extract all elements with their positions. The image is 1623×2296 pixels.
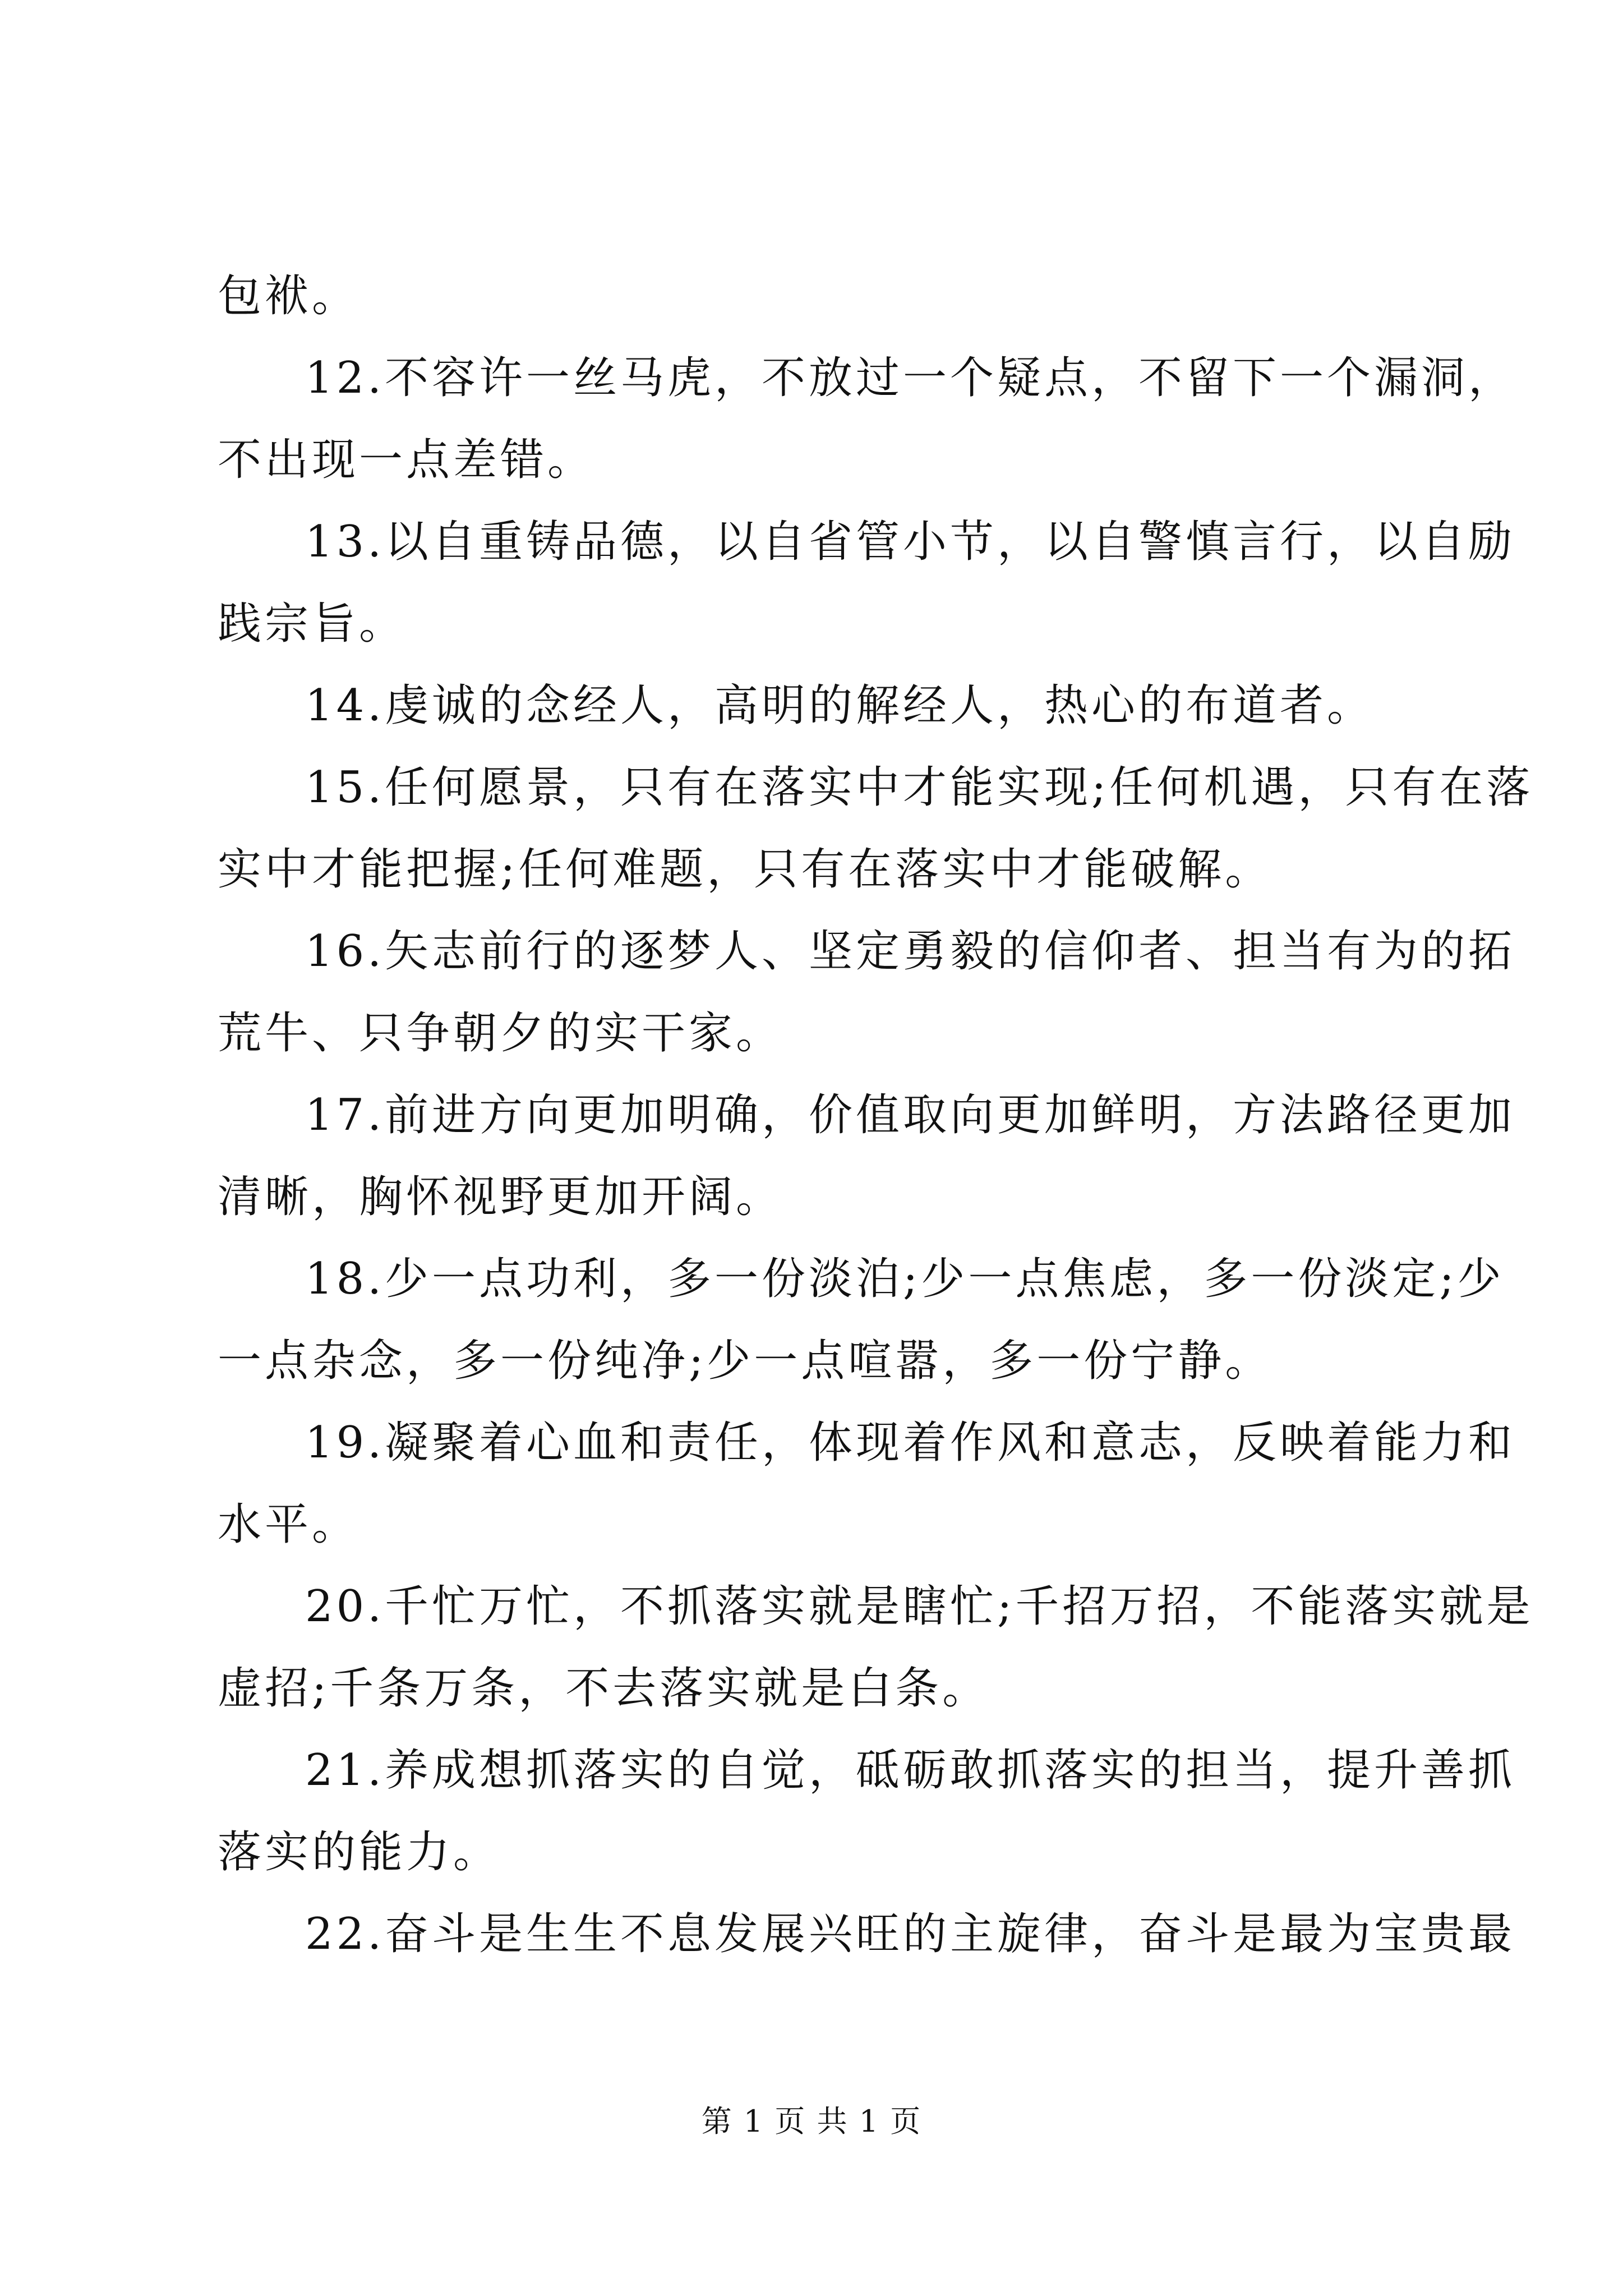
text-line: 13.以自重铸品德，以自省管小节，以自警慎言行，以自励 [305, 517, 1516, 567]
text-line: 实中才能把握;任何难题，只有在落实中才能破解。 [218, 844, 1272, 895]
text-line: 21.养成想抓落实的自觉，砥砺敢抓落实的担当，提升善抓 [305, 1745, 1516, 1796]
text-line: 不出现一点差错。 [218, 435, 595, 485]
text-line: 15.任何愿景，只有在落实中才能实现;任何机遇，只有在落 [305, 762, 1534, 813]
text-line: 14.虔诚的念经人，高明的解经人，热心的布道者。 [305, 680, 1375, 731]
text-line: 清晰，胸怀视野更加开阔。 [218, 1172, 783, 1222]
text-line: 包袱。 [218, 271, 359, 321]
text-line: 12.不容许一丝马虎，不放过一个疑点，不留下一个漏洞， [305, 353, 1516, 403]
text-line: 践宗旨。 [218, 599, 407, 649]
body-text [218, 255, 1534, 1975]
text-line: 19.凝聚着心血和责任，体现着作风和意志，反映着能力和 [305, 1418, 1516, 1468]
text-line: 20.千忙万忙，不抓落实就是瞎忙;千招万招，不能落实就是 [305, 1581, 1534, 1632]
text-line: 落实的能力。 [218, 1827, 501, 1878]
text-line: 水平。 [218, 1499, 359, 1550]
text-line: 一点杂念，多一份纯净;少一点喧嚣，多一份宁静。 [218, 1336, 1272, 1386]
text-line: 18.少一点功利，多一份淡泊;少一点焦虑，多一份淡定;少 [305, 1254, 1505, 1304]
text-line: 22.奋斗是生生不息发展兴旺的主旋律，奋斗是最为宝贵最 [305, 1909, 1516, 1959]
page-number-footer: 第 1 页 共 1 页 [701, 2104, 922, 2139]
text-line: 虚招;千条万条，不去落实就是白条。 [218, 1663, 990, 1714]
text-line: 荒牛、只争朝夕的实干家。 [218, 1008, 783, 1059]
text-line: 17.前进方向更加明确，价值取向更加鲜明，方法路径更加 [305, 1090, 1516, 1140]
text-line: 16.矢志前行的逐梦人、坚定勇毅的信仰者、担当有为的拓 [305, 926, 1516, 977]
